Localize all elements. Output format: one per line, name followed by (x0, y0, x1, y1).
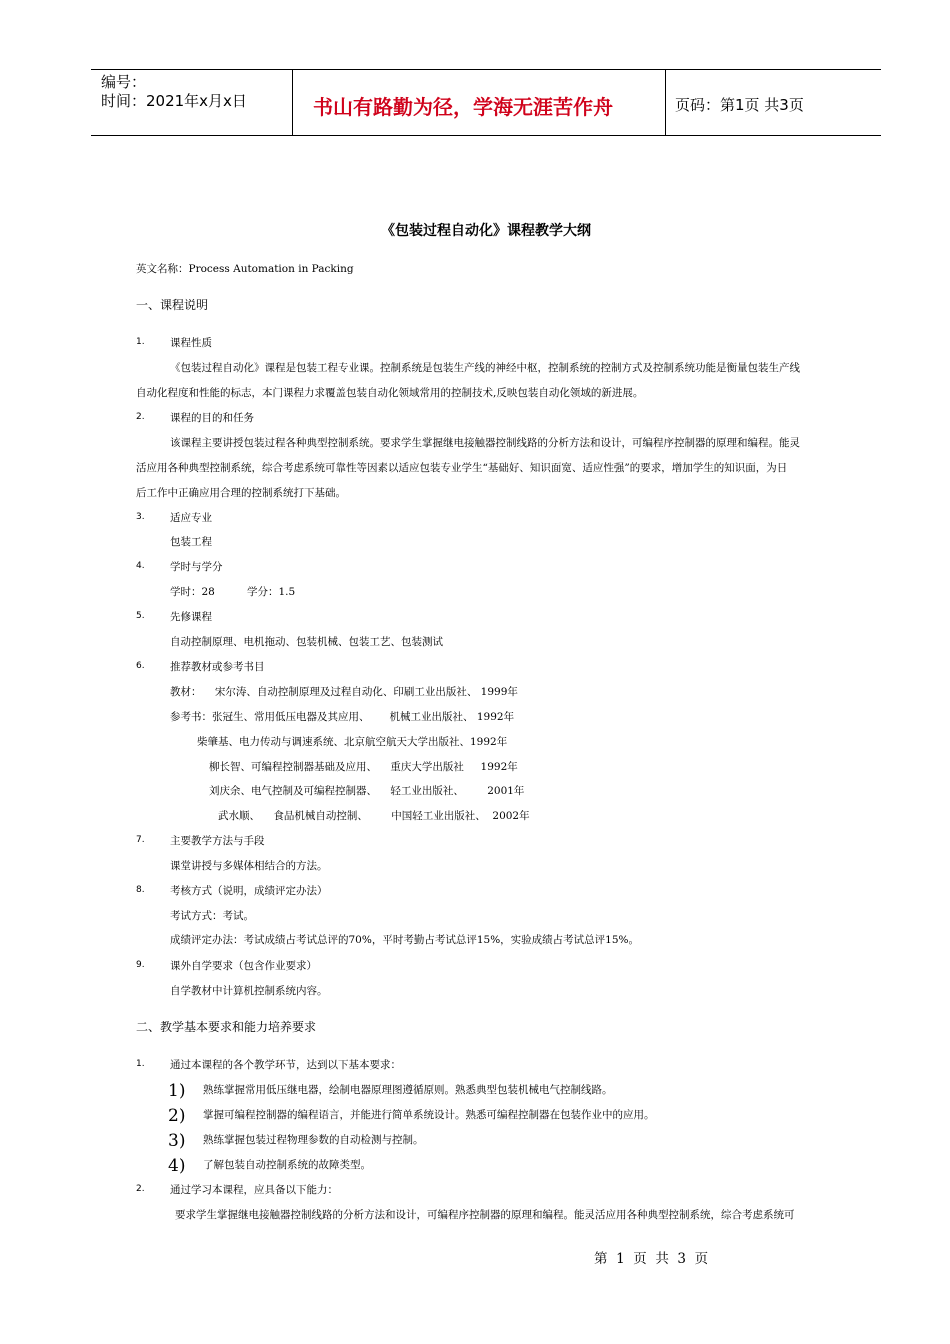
selfstudy-text: 自学教材中计算机控制系统内容。 (170, 985, 328, 997)
requirement-text: 熟练掌握包装过程物理参数的自动检测与控制。 (203, 1134, 424, 1146)
requirement-intro: 通过本课程的各个教学环节，达到以下基本要求： (170, 1059, 401, 1071)
item-number: 4. (136, 561, 145, 571)
item-title: 先修课程 (170, 611, 212, 623)
item-number: 5. (136, 611, 145, 621)
ability-text: 要求学生掌握继电接触器控制线路的分析方法和设计，可编程序控制器的原理和编程。能灵活应用各种典型控制系统，综合考虑系统可 (175, 1209, 795, 1221)
item-number: 1. (136, 337, 145, 347)
item-title: 课外自学要求（包含作业要求） (170, 960, 317, 972)
item-title: 学时与学分 (170, 561, 223, 573)
header-bottom-border (91, 135, 881, 136)
ability-intro: 通过学习本课程，应具备以下能力： (170, 1184, 338, 1196)
header-divider-right (665, 69, 666, 136)
prereq-text: 自动控制原理、电机拖动、包装机械、包装工艺、包装测试 (170, 636, 443, 648)
item-number: 7. (136, 835, 145, 845)
item-number: 2. (136, 1184, 145, 1194)
header-page-label: 页码：第1页 共3页 (675, 96, 804, 114)
requirement-number: 1) (168, 1081, 186, 1101)
hours-text: 学时：28 (170, 586, 215, 598)
header-divider-left (292, 69, 293, 136)
item-title: 考核方式（说明，成绩评定办法） (170, 885, 328, 897)
item-number: 3. (136, 512, 145, 522)
grading-text: 成绩评定办法：考试成绩占考试总评的70%，平时考勤占考试总评15%，实验成绩占考试总评15%。 (170, 934, 640, 946)
requirement-number: 4) (168, 1156, 186, 1176)
credits-text: 学分：1.5 (247, 586, 296, 598)
exam-mode-text: 考试方式：考试。 (170, 910, 254, 922)
reference-line: 参考书：张冠生、常用低压电器及其应用、 机械工业出版社、 1992年 (170, 711, 515, 723)
section-heading-1: 一、课程说明 (136, 298, 209, 312)
method-text: 课堂讲授与多媒体相结合的方法。 (170, 860, 328, 872)
header-code-label: 编号： (101, 73, 147, 91)
page-footer: 第 1 页 共 3 页 (594, 1251, 709, 1267)
major-text: 包装工程 (170, 536, 212, 548)
item-number: 1. (136, 1059, 145, 1069)
requirement-text: 了解包装自动控制系统的故障类型。 (203, 1159, 371, 1171)
purpose-line: 后工作中正确应用合理的控制系统打下基础。 (136, 487, 346, 499)
reference-line: 武水顺、 食品机械自动控制、 中国轻工业出版社、 2002年 (218, 810, 530, 822)
item-number: 9. (136, 960, 145, 970)
header-top-border (91, 69, 881, 70)
purpose-line: 活应用各种典型控制系统，综合考虑系统可靠性等因素以适应包装专业学生“基础好、知识面宽、适应性强”的要求，增加学生的知识面，为日 (136, 462, 788, 474)
page-title: 《包装过程自动化》课程教学大纲 (381, 223, 591, 239)
requirement-number: 3) (168, 1131, 186, 1151)
requirement-number: 2) (168, 1106, 186, 1126)
requirement-text: 熟练掌握常用低压继电器，绘制电器原理图遵循原则。熟悉典型包装机械电气控制线路。 (203, 1084, 613, 1096)
item-title: 适应专业 (170, 512, 212, 524)
reference-line: 刘庆余、电气控制及可编程控制器、 轻工业出版社、 2001年 (209, 785, 525, 797)
item-number: 6. (136, 661, 145, 671)
reference-line: 柴肇基、电力传动与调速系统、北京航空航天大学出版社、1992年 (197, 736, 508, 748)
section-heading-2: 二、教学基本要求和能力培养要求 (136, 1020, 317, 1034)
header-motto: 书山有路勤为径，学海无涯苦作舟 (313, 95, 613, 119)
item-title: 课程的目的和任务 (170, 412, 254, 424)
purpose-line: 该课程主要讲授包装过程各种典型控制系统。要求学生掌握继电接触器控制线路的分析方法和设计，可编程序控制器的原理和编程。能灵 (170, 437, 800, 449)
requirement-text: 掌握可编程控制器的编程语言，并能进行简单系统设计。熟悉可编程控制器在包装作业中的应用。 (203, 1109, 655, 1121)
item-number: 8. (136, 885, 145, 895)
item-title: 课程性质 (170, 337, 212, 349)
reference-line: 柳长智、可编程控制器基础及应用、 重庆大学出版社 1992年 (209, 761, 518, 773)
item-number: 2. (136, 412, 145, 422)
item-title: 推荐教材或参考书目 (170, 661, 265, 673)
item-title: 主要教学方法与手段 (170, 835, 265, 847)
english-name: 英文名称：Process Automation in Packing (136, 263, 354, 275)
textbook-text: 教材： 宋尔涛、自动控制原理及过程自动化、印刷工业出版社、 1999年 (170, 686, 518, 698)
nature-line: 自动化程度和性能的标志，本门课程力求覆盖包装自动化领域常用的控制技术,反映包装自动化领域的新进展。 (136, 387, 644, 399)
nature-line: 《包装过程自动化》课程是包装工程专业课。控制系统是包装生产线的神经中枢，控制系统的控制方式及控制系统功能是衡量包装生产线 (170, 362, 800, 374)
header-time-label: 时间：2021年x月x日 (101, 92, 247, 110)
